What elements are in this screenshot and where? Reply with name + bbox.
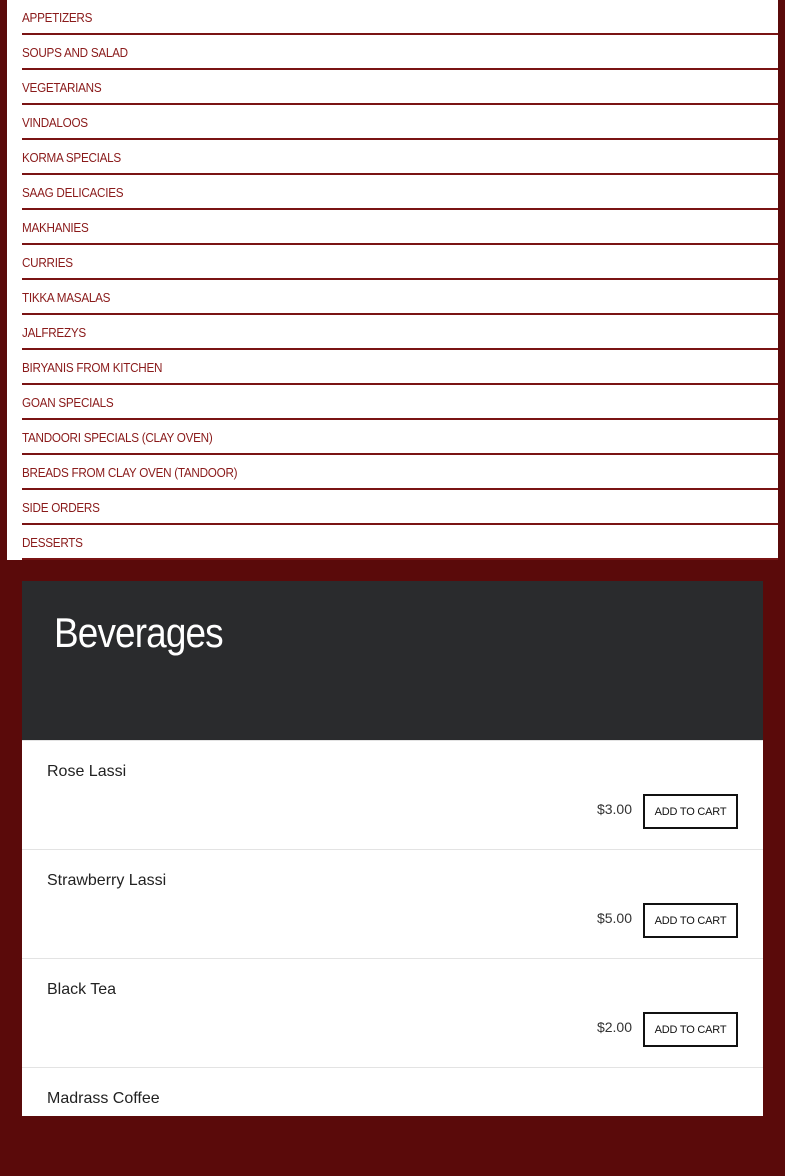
category-link-biryanis[interactable]: BIRYANIS FROM KITCHEN <box>22 359 163 375</box>
menu-item <box>22 525 778 560</box>
category-link-curries[interactable]: CURRIES <box>22 254 73 270</box>
product-name: Black Tea <box>47 981 117 998</box>
add-to-cart-button[interactable]: ADD TO CART <box>643 1012 738 1047</box>
category-link-tikka-masalas[interactable]: TIKKA MASALAS <box>22 289 111 305</box>
category-link-goan-specials[interactable]: GOAN SPECIALS <box>22 394 114 410</box>
category-list <box>22 0 778 560</box>
product-price: $5.00 <box>596 910 632 926</box>
category-menu <box>7 0 778 560</box>
menu-item <box>22 385 778 420</box>
product-price: $2.00 <box>596 1019 632 1035</box>
product-price: $3.00 <box>596 801 632 817</box>
section-title: Beverages <box>54 609 223 656</box>
category-link-soups-and-salad[interactable]: SOUPS AND SALAD <box>22 44 128 60</box>
category-link-appetizers[interactable]: APPETIZERS <box>22 9 93 25</box>
menu-item <box>22 140 778 175</box>
category-link-korma-specials[interactable]: KORMA SPECIALS <box>22 149 121 165</box>
category-link-jalfrezys[interactable]: JALFREZYS <box>22 324 86 340</box>
menu-product-row <box>22 740 763 849</box>
menu-item <box>22 490 778 525</box>
category-link-vegetarians[interactable]: VEGETARIANS <box>22 79 102 95</box>
category-link-saag-delicacies[interactable]: SAAG DELICACIES <box>22 184 124 200</box>
product-name: Rose Lassi <box>47 763 127 780</box>
menu-item <box>22 280 778 315</box>
menu-product-row <box>22 849 763 958</box>
section-header <box>22 581 763 740</box>
menu-item <box>22 420 778 455</box>
menu-item <box>22 35 778 70</box>
menu-item <box>22 0 778 35</box>
add-to-cart-button[interactable]: ADD TO CART <box>643 903 738 938</box>
menu-item <box>22 70 778 105</box>
add-to-cart-button[interactable]: ADD TO CART <box>643 794 738 829</box>
beverages-section <box>22 581 763 1116</box>
menu-item <box>22 210 778 245</box>
product-name: Madrass Coffee <box>47 1090 160 1107</box>
category-link-desserts[interactable]: DESSERTS <box>22 534 83 550</box>
category-link-breads[interactable]: BREADS FROM CLAY OVEN (TANDOOR) <box>22 464 238 480</box>
menu-item <box>22 175 778 210</box>
category-link-side-orders[interactable]: SIDE ORDERS <box>22 499 100 515</box>
menu-item <box>22 245 778 280</box>
category-link-makhanies[interactable]: MAKHANIES <box>22 219 89 235</box>
menu-item <box>22 455 778 490</box>
menu-item <box>22 315 778 350</box>
menu-product-row <box>22 958 763 1067</box>
menu-product-row <box>22 1067 763 1176</box>
menu-item <box>22 105 778 140</box>
product-name: Strawberry Lassi <box>47 872 167 889</box>
menu-item <box>22 350 778 385</box>
category-link-tandoori-specials[interactable]: TANDOORI SPECIALS (CLAY OVEN) <box>22 429 213 445</box>
category-link-vindaloos[interactable]: VINDALOOS <box>22 114 88 130</box>
